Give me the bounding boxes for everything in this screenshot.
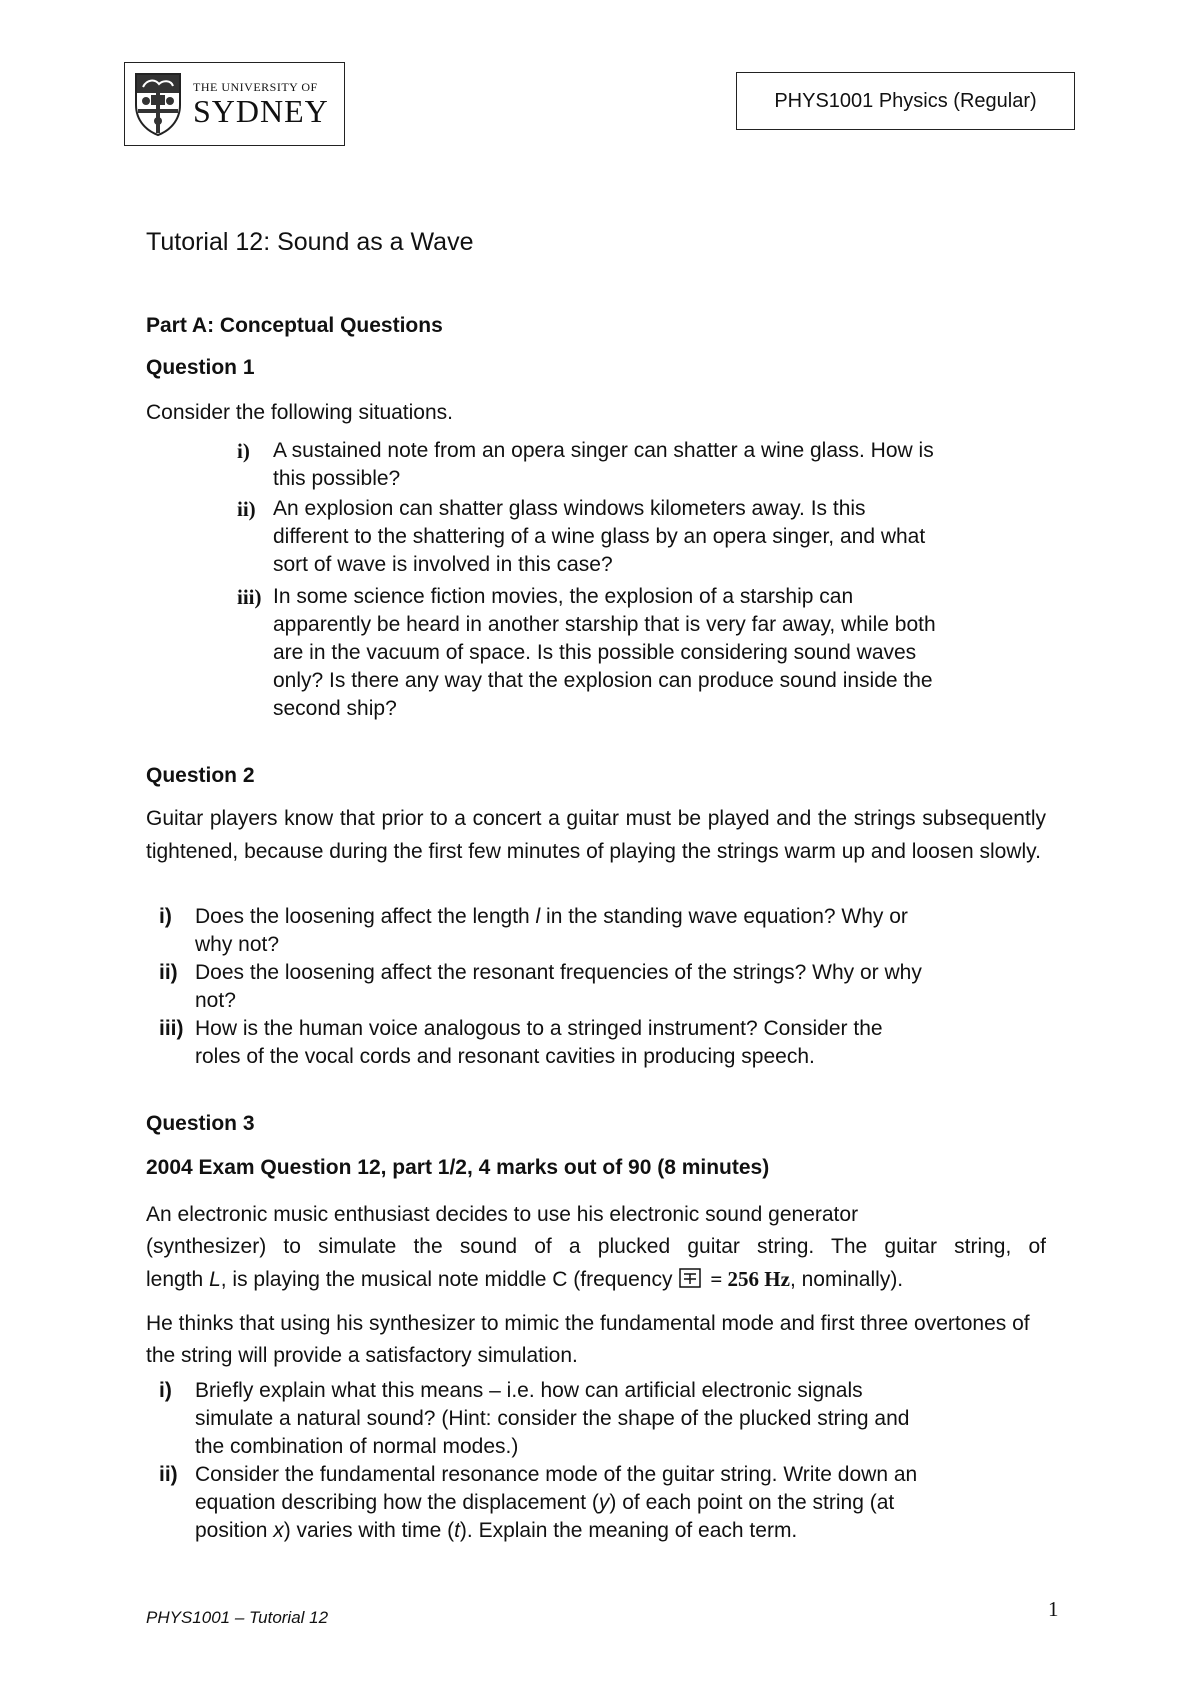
- q3-item-1-line-2: simulate a natural sound? (Hint: consider the shape of the plucked string and: [195, 1407, 910, 1430]
- frequency-symbol-icon: [678, 1267, 702, 1289]
- q2-item-1-line-1: Does the loosening affect the length l in the standing wave equation? Why or: [195, 905, 908, 928]
- footer-course-label: PHYS1001 – Tutorial 12: [146, 1608, 329, 1627]
- q1-item-2-line-2: different to the shattering of a wine glass by an opera singer, and what: [273, 525, 926, 548]
- logo-line-2: SYDNEY: [193, 93, 329, 129]
- q3-para-2: He thinks that using his synthesizer to mimic the fundamental mode and first three overtones of the string will provide a satisfactory simulation.: [146, 1312, 1030, 1367]
- logo-line-1: THE UNIVERSITY OF: [193, 80, 318, 94]
- question-2-heading: Question 2: [146, 764, 255, 787]
- q2-item-2-line-1: Does the loosening affect the resonant frequencies of the strings? Why or why: [195, 961, 922, 984]
- q1-item-3-line-2: apparently be heard in another starship that is very far away, while both: [273, 613, 936, 636]
- q1-item-2-label: ii): [237, 497, 256, 521]
- q2-item-3-line-1: How is the human voice analogous to a stringed instrument? Consider the: [195, 1017, 883, 1040]
- q1-item-3-line-4: only? Is there any way that the explosion can produce sound inside the: [273, 669, 933, 692]
- q1-item-1-line-1: A sustained note from an opera singer can shatter a wine glass. How is: [273, 439, 934, 462]
- q3-item-2-line-3: position x) varies with time (t). Explain the meaning of each term.: [195, 1519, 798, 1542]
- q1-item-2-line-1: An explosion can shatter glass windows kilometers away. Is this: [273, 497, 866, 520]
- question-1-heading: Question 1: [146, 356, 255, 379]
- q3-para-1-line-1: An electronic music enthusiast decides to use his electronic sound generator: [146, 1203, 859, 1226]
- course-label: PHYS1001 Physics (Regular): [736, 72, 1075, 130]
- university-crest-icon: [133, 71, 183, 137]
- q3-para-1-line-2: (synthesizer) to simulate the sound of a plucked guitar string. The guitar string, of: [146, 1235, 1046, 1258]
- q3-item-1-line-1: Briefly explain what this means – i.e. how can artificial electronic signals: [195, 1379, 863, 1402]
- q1-item-1-line-2: this possible?: [273, 467, 401, 490]
- q2-item-1-line-2: why not?: [195, 933, 280, 956]
- part-a-heading: Part A: Conceptual Questions: [146, 314, 443, 337]
- page-title: Tutorial 12: Sound as a Wave: [146, 228, 474, 256]
- q1-item-3-label: iii): [237, 585, 262, 609]
- q2-item-3-label: iii): [159, 1017, 184, 1040]
- q1-item-1-label: i): [237, 439, 250, 463]
- question-3-heading: Question 3: [146, 1112, 255, 1135]
- q1-item-3-line-5: second ship?: [273, 697, 397, 720]
- q1-item-3-line-1: In some science fiction movies, the explosion of a starship can: [273, 585, 854, 608]
- q3-para-1-line-3: length L, is playing the musical note middle C (frequency = 256 Hz, nominally).: [146, 1267, 904, 1291]
- question-3-subheading: 2004 Exam Question 12, part 1/2, 4 marks out of 90 (8 minutes): [146, 1156, 770, 1179]
- page-number: 1: [1048, 1597, 1059, 1621]
- q2-item-1-label: i): [159, 905, 172, 928]
- q2-item-2-label: ii): [159, 961, 178, 984]
- q3-item-2-line-1: Consider the fundamental resonance mode of the guitar string. Write down an: [195, 1463, 918, 1486]
- q3-item-1-line-3: the combination of normal modes.): [195, 1435, 519, 1458]
- university-logo: [124, 62, 345, 146]
- q3-item-1-label: i): [159, 1379, 172, 1402]
- q1-item-3-line-3: are in the vacuum of space. Is this possible considering sound waves: [273, 641, 917, 664]
- q3-item-2-line-2: equation describing how the displacement (y) of each point on the string (at: [195, 1491, 895, 1514]
- q2-item-2-line-2: not?: [195, 989, 236, 1012]
- q2-item-3-line-2: roles of the vocal cords and resonant cavities in producing speech.: [195, 1045, 815, 1068]
- q1-item-2-line-3: sort of wave is involved in this case?: [273, 553, 613, 576]
- question-1-intro: Consider the following situations.: [146, 401, 454, 424]
- q3-item-2-label: ii): [159, 1463, 178, 1486]
- question-2-intro: Guitar players know that prior to a concert a guitar must be played and the strings subsequently tightened, because during the first few minutes of playing the strings warm up and loosen slowly.: [146, 807, 1046, 863]
